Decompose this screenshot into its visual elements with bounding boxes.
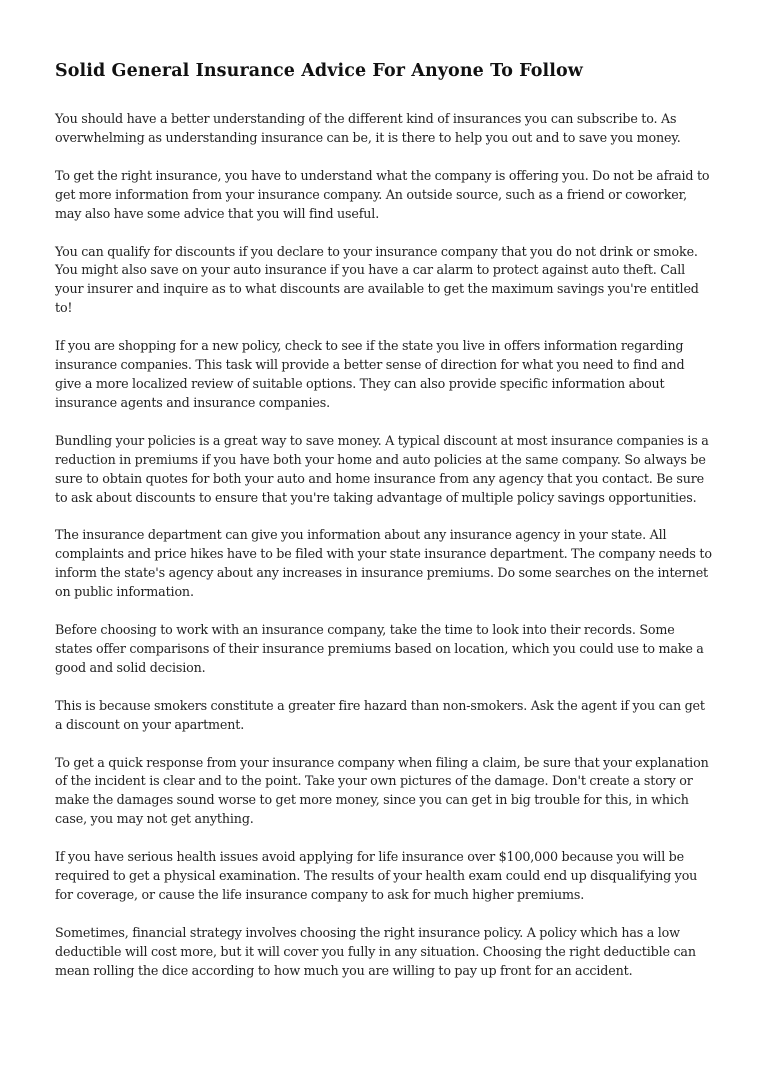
paragraph: You should have a better understanding of the different kind of insurances you can subscribe to. As overwhelming as understanding insurance can be, it is there to help you out and to save you money. [55, 111, 681, 145]
paragraph: You can qualify for discounts if you declare to your insurance company that you do not drink or smoke. You might also save on your auto insurance if you have a car alarm to protect against auto theft. Call your insurer and inquire as to what discounts are available to get the maximum savings you're entitled to! [55, 243, 699, 316]
paragraph: The insurance department can give you information about any insurance agency in your state. All complaints and price hikes have to be filed with your state insurance department. The company needs to inform the state's agency about any increases in insurance premiums. Do some searches on the internet on public information. [55, 527, 712, 600]
paragraph: Sometimes, financial strategy involves choosing the right insurance policy. A policy which has a low deductible will cost more, but it will cover you fully in any situation. Choosing the right deductible can mean rolling the dice according to how much you are willing to pay up front for an accident. [55, 924, 696, 978]
paragraph: To get the right insurance, you have to understand what the company is offering you. Do not be afraid to get more information from your insurance company. An outside source, such as a friend or coworker, may also have some advice that you will find useful. [55, 167, 710, 221]
paragraph: If you have serious health issues avoid applying for life insurance over $100,000 because you will be required to get a physical examination. The results of your health exam could end up disqualifying you for coverage, or cause the life insurance company to ask for much higher premiums. [55, 849, 698, 902]
page-title: Solid General Insurance Advice For Anyone To Follow [55, 61, 583, 81]
paragraph: To get a quick response from your insurance company when filing a claim, be sure that your explanation of the incident is clear and to the point. Take your own pictures of the damage. Don't create a story or make the damages sound worse to get more money, since you can get in big trouble for this, in which case, you may not get anything. [55, 754, 709, 827]
paragraph: If you are shopping for a new policy, check to see if the state you live in offers information regarding insurance companies. This task will provide a better sense of direction for what you need to find and give a more localized review of suitable options. They can also provide specific information about insurance agents and insurance companies. [55, 338, 685, 410]
paragraph: Bundling your policies is a great way to save money. A typical discount at most insurance companies is a reduction in premiums if you have both your home and auto policies at the same company. So always be sure to obtain quotes for both your auto and home insurance from any agency that you contact. Be sure to ask about discounts to ensure that you're taking advantage of multiple policy savings opportunities. [55, 432, 709, 505]
paragraph: Before choosing to work with an insurance company, take the time to look into their records. Some states offer comparisons of their insurance premiums based on location, which you could use to make a good and solid decision. [55, 622, 704, 675]
paragraph: This is because smokers constitute a greater fire hazard than non-smokers. Ask the agent if you can get a discount on your apartment. [55, 697, 705, 732]
